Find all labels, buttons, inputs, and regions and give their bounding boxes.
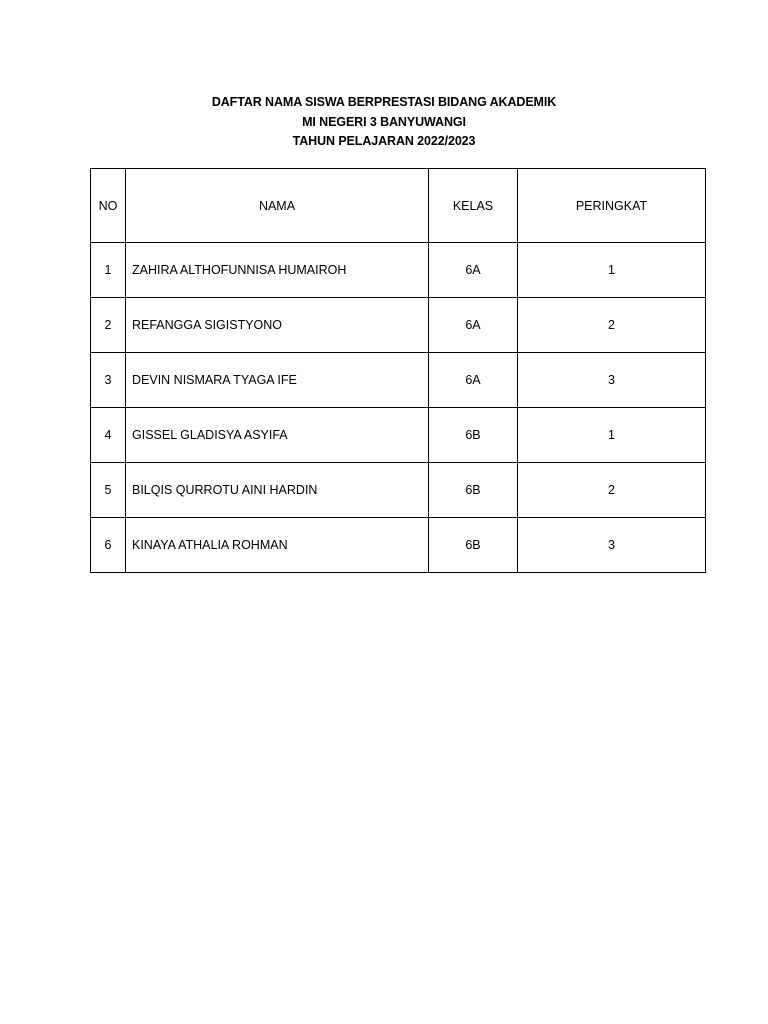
student-table	[90, 168, 706, 573]
document-title	[0, 93, 768, 152]
table-header-row	[91, 169, 706, 243]
header-nama: NAMA	[126, 169, 429, 243]
cell-no: 5	[91, 463, 126, 518]
cell-peringkat: 1	[518, 243, 706, 298]
cell-kelas: 6A	[429, 243, 518, 298]
cell-kelas: 6B	[429, 463, 518, 518]
table-row	[91, 243, 706, 298]
cell-no: 6	[91, 518, 126, 573]
cell-nama: GISSEL GLADISYA ASYIFA	[126, 408, 429, 463]
cell-nama: REFANGGA SIGISTYONO	[126, 298, 429, 353]
cell-no: 3	[91, 353, 126, 408]
header-no: NO	[91, 169, 126, 243]
title-line-1: DAFTAR NAMA SISWA BERPRESTASI BIDANG AKADEMIK	[211, 95, 557, 109]
cell-no: 2	[91, 298, 126, 353]
cell-peringkat: 2	[518, 298, 706, 353]
table-row	[91, 408, 706, 463]
header-kelas: KELAS	[429, 169, 518, 243]
cell-no: 1	[91, 243, 126, 298]
cell-kelas: 6A	[429, 298, 518, 353]
cell-nama: KINAYA ATHALIA ROHMAN	[126, 518, 429, 573]
table-row	[91, 518, 706, 573]
cell-nama: ZAHIRA ALTHOFUNNISA HUMAIROH	[126, 243, 429, 298]
cell-no: 4	[91, 408, 126, 463]
title-line-3: TAHUN PELAJARAN 2022/2023	[292, 134, 476, 148]
cell-nama: DEVIN NISMARA TYAGA IFE	[126, 353, 429, 408]
cell-kelas: 6A	[429, 353, 518, 408]
title-line-2: MI NEGERI 3 BANYUWANGI	[302, 114, 466, 129]
cell-kelas: 6B	[429, 408, 518, 463]
cell-peringkat: 2	[518, 463, 706, 518]
table-row	[91, 463, 706, 518]
cell-peringkat: 3	[518, 353, 706, 408]
table-row	[91, 353, 706, 408]
cell-peringkat: 3	[518, 518, 706, 573]
header-peringkat: PERINGKAT	[518, 169, 706, 243]
cell-nama: BILQIS QURROTU AINI HARDIN	[126, 463, 429, 518]
table-row	[91, 298, 706, 353]
cell-peringkat: 1	[518, 408, 706, 463]
cell-kelas: 6B	[429, 518, 518, 573]
